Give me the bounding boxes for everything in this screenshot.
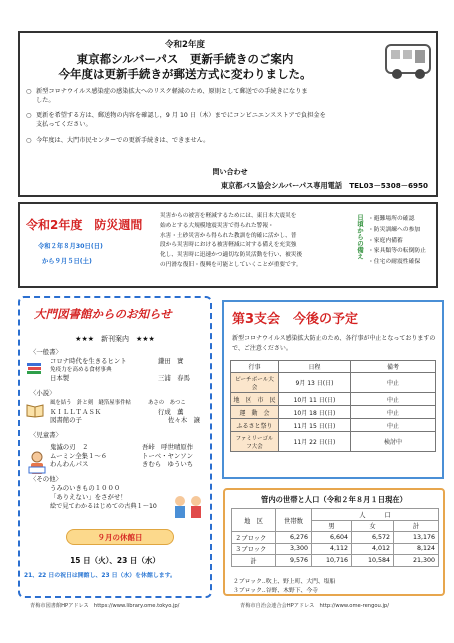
notice-era: 令和2年度 — [165, 40, 205, 50]
table-row: 地 区 市 民 10月 11 日(日) 中止 — [231, 393, 436, 406]
table-row: ２ブロック 6,276 6,604 6,572 13,176 — [232, 532, 439, 544]
general-book-list: コロナ時代を生きるヒント 鎌田 實 免疫力を高める食材事典 日本製 三浦 春馬 — [50, 357, 190, 382]
bus-icon — [382, 41, 434, 83]
category-children: 〈児童書〉 — [30, 431, 62, 439]
new-books-label: ★★★ 新刊案内 ★★★ — [75, 335, 155, 343]
branch-schedule — [222, 300, 444, 479]
library-title: 大門図書館からのお知らせ — [34, 307, 172, 321]
contact-label: 問い合わせ — [212, 168, 248, 176]
notice-bullet-1: ○ 新型コロナウイルス感染症の感染拡大へのリスク軽減のため、原則として郵送での手続きになりま した。 — [26, 88, 308, 104]
notice-title: 東京都シルバーパス 更新手続きのご案内 — [76, 52, 294, 66]
table-row: ３ブロック 3,300 4,112 4,012 8,124 — [232, 543, 439, 555]
closed-days-label: ９月の休館日 — [97, 533, 143, 542]
table-row: ファミリーゴルフ大会 11月 22 日(日) 検討中 — [231, 432, 436, 452]
branch-title: 第3支会 今後の予定 — [232, 312, 359, 327]
category-general: 〈一般書〉 — [30, 348, 62, 356]
disaster-date-end: から９月５日(土) — [42, 258, 92, 265]
table-row: 運 動 会 10月 18 日(日) 中止 — [231, 406, 436, 419]
closed-dates: 15 日（火）、23 日（水） — [70, 556, 160, 565]
population-box — [223, 488, 445, 596]
notice-bullet-3: ○ 今年度は、大門市民センターでの更新手続きは、できません。 — [26, 137, 210, 144]
closed-note: 21、22 日の祝日は開館し、23 日（水）を休館します。 — [24, 573, 176, 579]
event-table-header: 行事 日程 備考 — [231, 361, 436, 373]
event-table — [230, 360, 436, 452]
table-row: ピーチボール大 会 9月 13 日(日) 中止 — [231, 373, 436, 393]
contact-phone: 東京都バス協会シルバーパス専用電話 TEL03－5308－6950 — [220, 181, 428, 190]
table-row: 計 9,576 10,716 10,584 21,300 — [232, 555, 439, 567]
population-table: 地 区 世帯数 人 口 男 女 計 ２ブロック 6,276 6,604 6,572 13,176 ３ブロック 3,300 4,112 4,012 8,124 計 9,576 10,716 10,584 21,300 — [231, 508, 439, 567]
open-book-icon — [26, 402, 44, 418]
other-book-list: うみのいきもの１０００ 「ありえない」をさがせ！ 絵で見てわかるはじめての古典１～10 — [50, 484, 157, 510]
preparation-list: ・避難場所の確認 ・防災訓練への参加 ・家庭内備蓄 ・家具類等の転倒防止 ・住宅の耐震性確保 — [368, 216, 426, 266]
population-footnote-2: ３ブロック‥谷野、木野下、今寺 — [233, 588, 318, 594]
silver-pass-notice — [18, 31, 438, 197]
disaster-date-start: 令和２年８月30日(日) — [38, 243, 103, 250]
disaster-week-box — [18, 202, 438, 288]
disaster-body: 災害からの被害を軽減するためには、東日本大震災を 始めとする大規模地震災害で得られた警報・ 水害・土砂災害から得られた教訓を的確に活かし、普 段から災害時における被害軽減に対する備えを充実強 化し、災害時に迅速かつ適切な防災活動を行い、被災後 の円滑な復旧・復興を可能としていくことが重要です。 — [160, 213, 303, 268]
category-other: 〈その他〉 — [30, 475, 62, 483]
child-reading-icon — [25, 450, 49, 478]
notice-headline: 今年度は更新手続きが郵送方式に変わりました。 — [58, 67, 312, 81]
category-novel: 〈小説〉 — [30, 389, 56, 397]
disaster-title: 令和2年度 防災週間 — [26, 218, 143, 232]
novel-book-list: 風を結う 針と剣 縫箔屋事件帖 あさの あつこ ＫＩＬＬＴＡＳＫ 行成 薫 図書館の子 佐々木 譲 — [50, 400, 200, 424]
notice-bullet-2: ○ 更新を希望する方は、郵送物の内容を確認し，9 月 10 日（木）までにコンビニエンスストアで負担金を 支払ってください。 — [26, 112, 326, 128]
table-row: ふるさと祭り 11月 15 日(日) 中止 — [231, 419, 436, 432]
association-homepage[interactable]: 青梅市自治会連合会HPアドレス http://www.ome-rengou.jp/ — [240, 603, 389, 609]
book-stack-icon — [26, 360, 42, 376]
children-book-list: 鬼滅の刃 ２ 吾峠 呼世晴原作 ムーミン全集１～６ トーベ・ヤンソン わんわんパス きむら ゆういち — [50, 443, 194, 468]
library-homepage[interactable]: 青梅市図書館HPアドレス https://www.library.ome.tokyo.jp/ — [30, 603, 180, 609]
branch-note: 新型コロナウイルス感染拡大防止のため、各行事が中止となっておりますので、ご注意ください。 — [232, 335, 436, 352]
library-notice — [18, 296, 212, 598]
population-footnote-1: ２ブロック‥吹上、野上町、大門、塩船 — [233, 579, 336, 585]
children-illustration-icon — [170, 493, 206, 521]
vertical-heading: 日頃からの備え — [356, 214, 364, 260]
population-title: 管内の世帯と人口（令和２年８月１日現在） — [261, 495, 407, 504]
